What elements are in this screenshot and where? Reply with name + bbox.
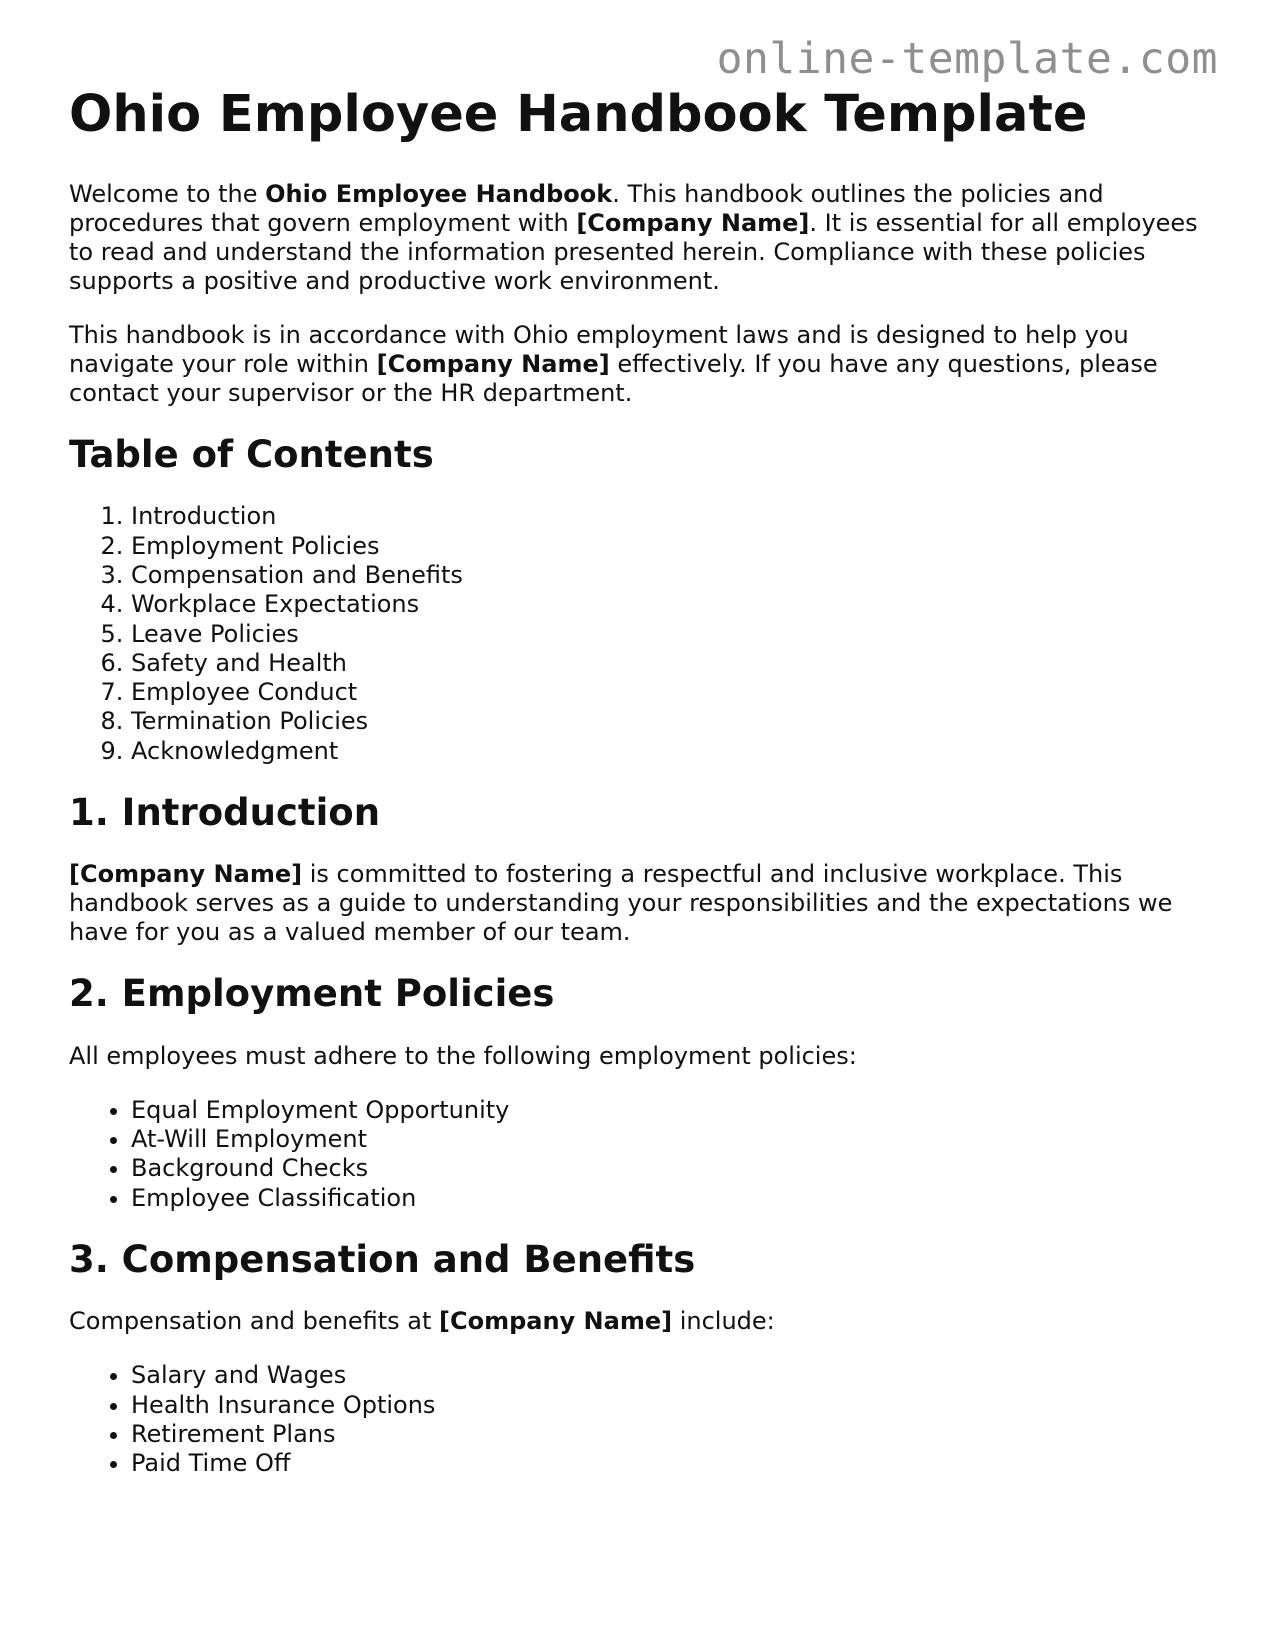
toc-heading: Table of Contents <box>69 433 434 476</box>
intro-text: Welcome to the <box>69 180 266 208</box>
toc-item: 2. Employment Policies <box>131 532 1209 561</box>
toc-list <box>69 502 1209 766</box>
section-compensation-heading: 3. Compensation and Benefits <box>69 1238 696 1282</box>
list-item: • Background Checks <box>131 1154 1209 1183</box>
toc-item: 1. Introduction <box>131 502 1209 531</box>
list-item: • Health Insurance Options <box>131 1391 1209 1420</box>
intro-text: This handbook is in accordance with Ohio employment laws and is designed to help you navigate your role within <box>69 321 1129 378</box>
list-item: • At-Will Employment <box>131 1125 1209 1154</box>
toc-item: 5. Leave Policies <box>131 620 1209 649</box>
document-title: Ohio Employee Handbook Template <box>69 85 1088 144</box>
watermark: online-template.com <box>716 34 1218 84</box>
section-text: Compensation and benefits at <box>69 1307 440 1336</box>
company-name-placeholder: [Company Name] <box>576 209 810 237</box>
list-item: • Paid Time Off <box>131 1449 1209 1478</box>
intro-text: effectively. If you have any questions, please contact your supervisor or the HR department. <box>69 350 1158 407</box>
compensation-list <box>69 1361 1209 1478</box>
section-compensation-text <box>69 1307 1209 1336</box>
intro-paragraph-2 <box>69 321 1209 408</box>
company-name-placeholder: [Company Name] <box>439 1307 673 1336</box>
toc-item: 9. Acknowledgment <box>131 737 1209 766</box>
toc-item: 8. Termination Policies <box>131 707 1209 736</box>
toc-item: 4. Workplace Expectations <box>131 590 1209 619</box>
list-item: • Equal Employment Opportunity <box>131 1096 1209 1125</box>
section-employment-policies-heading: 2. Employment Policies <box>69 972 555 1016</box>
list-item: • Salary and Wages <box>131 1361 1209 1390</box>
toc-item: 3. Compensation and Benefits <box>131 561 1209 590</box>
toc-item: 7. Employee Conduct <box>131 678 1209 707</box>
section-text: is committed to fostering a respectful and inclusive workplace. This handbook serves as a guide to understanding your responsibilities and the expectations we have for you as a valued member of our team. <box>69 860 1173 947</box>
section-text: include: <box>672 1307 775 1336</box>
list-item: • Employee Classification <box>131 1184 1209 1213</box>
section-introduction-heading: 1. Introduction <box>69 791 381 835</box>
section-introduction-text <box>69 860 1209 947</box>
intro-text: . It is essential for all employees to read and understand the information presented herein. Compliance with these policies supports a positive and productive work environment. <box>69 209 1198 295</box>
toc-item: 6. Safety and Health <box>131 649 1209 678</box>
employment-policies-list <box>69 1096 1209 1213</box>
document-body <box>69 180 1209 1504</box>
list-item: • Retirement Plans <box>131 1420 1209 1449</box>
intro-paragraph-1 <box>69 180 1209 296</box>
section-employment-policies-text: All employees must adhere to the following employment policies: <box>69 1041 857 1070</box>
intro-text: . This handbook outlines the policies and procedures that govern employment with <box>69 180 1104 237</box>
company-name-placeholder: [Company Name] <box>69 860 303 889</box>
handbook-name: Ohio Employee Handbook <box>265 180 613 208</box>
company-name-placeholder: [Company Name] <box>376 350 610 378</box>
